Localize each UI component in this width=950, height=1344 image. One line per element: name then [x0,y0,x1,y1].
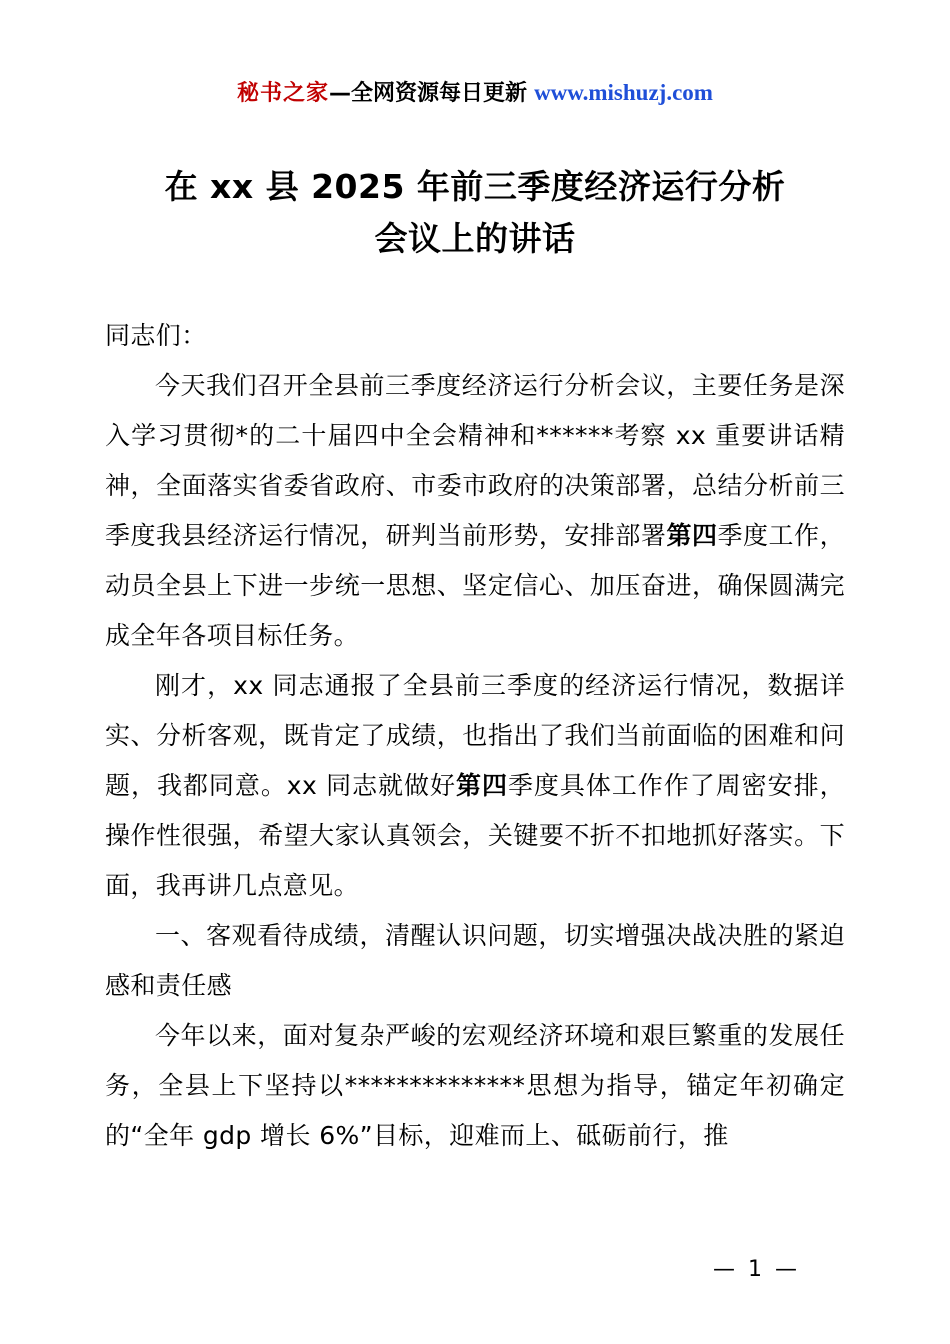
page-number: — 1 — [713,1257,800,1282]
paragraph-1-part-3: 季度工作，动员全县上下进一步统一思想、坚定信心、加压奋进，确保圆满完成全年各项目标任务。 [105,521,845,650]
header-tagline: 全网资源每日更新 [351,81,528,106]
paragraph-2-part-1: 刚才，xx 同志通报了全县前三季度的经济运行情况，数据详实、分析客观，既肯定了成绩，也指出了我们当前面临的困难和问题，我都同意。xx 同志就做好 [105,671,845,800]
paragraph-2-emphasis: 第四 [455,771,508,800]
site-watermark-header [105,78,845,109]
paragraph-1-emphasis: 第四 [666,521,718,550]
document-title [105,161,845,265]
salutation-paragraph: 同志们： [105,321,207,350]
site-url-link[interactable]: www.mishuzj.com [534,80,713,105]
body-paragraph-3: 今年以来，面对复杂严峻的宏观经济环境和艰巨繁重的发展任务，全县上下坚持以**************思想为指导，锚定年初确定的“全年 gdp 增长 6%”目标，迎难而上、砥砺前行，推 [105,1021,845,1150]
section-heading-1: 一、客观看待成绩，清醒认识问题，切实增强决战决胜的紧迫感和责任感 [105,921,845,1000]
site-brand: 秘书之家 [237,81,330,106]
document-body [105,311,845,1161]
header-separator: — [329,81,352,106]
paragraph-1-part-1: 今天我们召开全县前三季度经济运行分析会议，主要任务是深入学习贯彻*的二十届四中全会精神和******考察 xx 重要讲话精神，全面落实省委省政府、市委市政府的决策部署，总结分析前三季度我县经济运行情况，研判当前形势，安排部署 [105,371,845,550]
body-paragraph-1 [105,361,845,661]
document-title-line-1: 在 xx 县 2025 年前三季度经济运行分析 [164,167,786,206]
paragraph-2-part-3: 季度具体工作作了周密安排，操作性很强，希望大家认真领会，关键要不折不扣地抓好落实。下面，我再讲几点意见。 [105,771,845,900]
document-title-line-2: 会议上的讲话 [374,219,576,258]
body-paragraph-2 [105,661,845,911]
